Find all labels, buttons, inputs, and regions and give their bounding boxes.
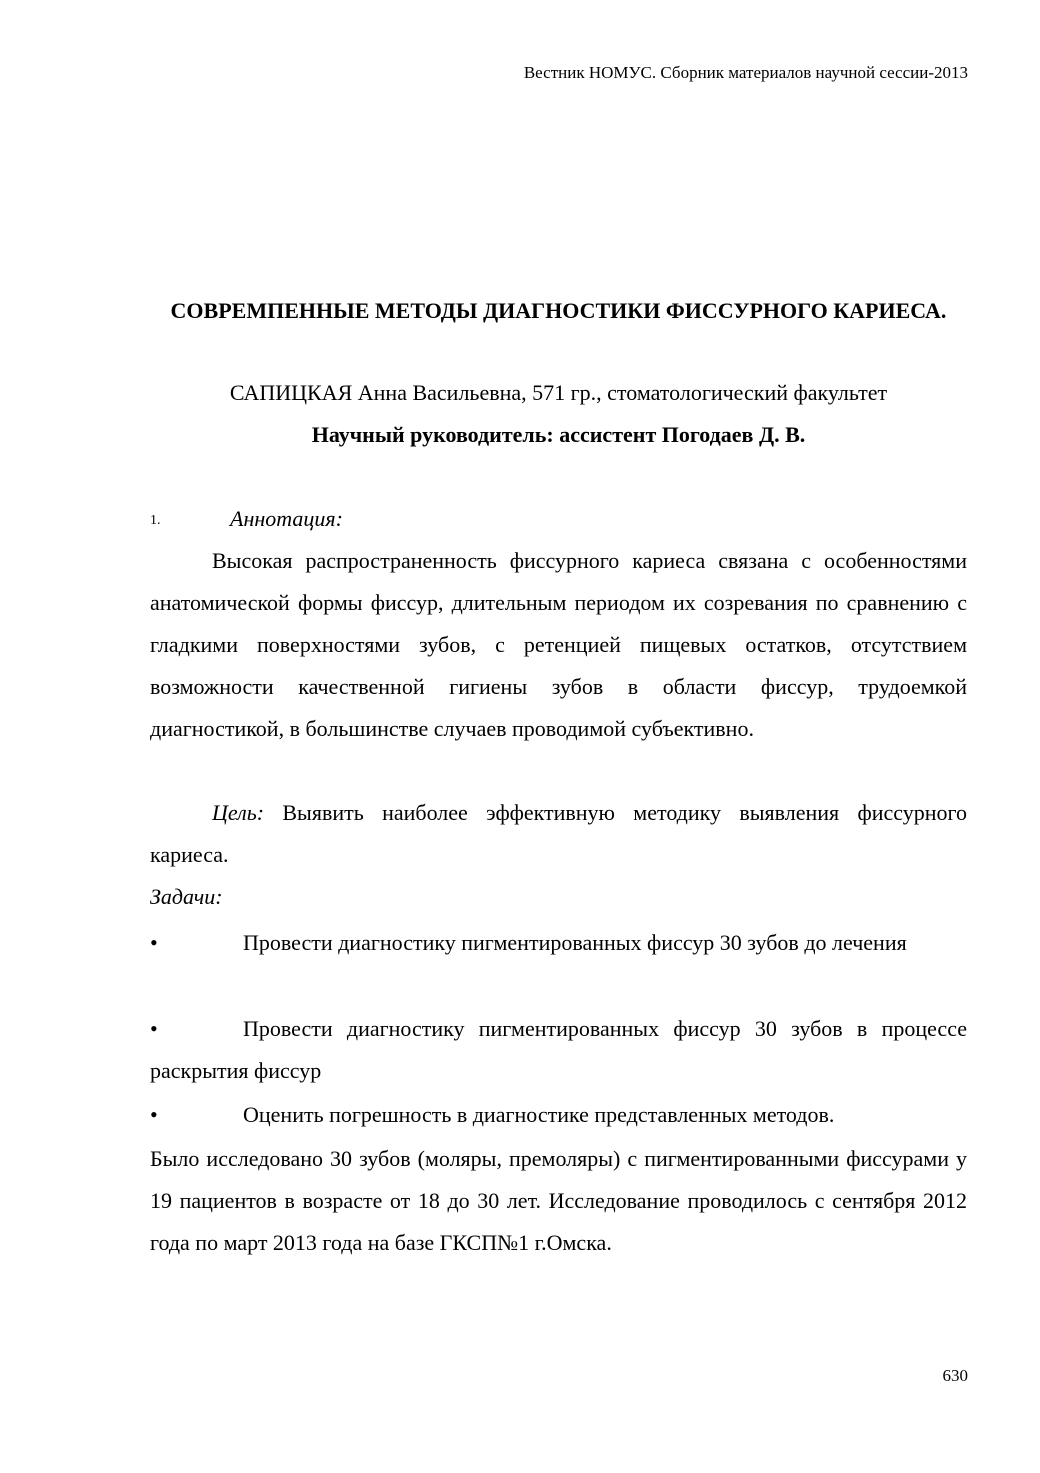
running-head: Вестник НОМУС. Сборник материалов научной сессии-2013 bbox=[523, 63, 968, 82]
study-paragraph: Было исследовано 30 зубов (моляры, премоляры) с пигментированными фиссурами у 19 пациентов в возрасте от 18 до 30 лет. Исследование проводилось с сентября 2012 года по март 2013 года на базе ГКСП№1 г.Омска. bbox=[150, 1146, 967, 1255]
task-list-item bbox=[150, 1008, 967, 1092]
section-heading bbox=[150, 498, 967, 540]
goal-text: Выявить наиболее эффективную методику выявления фиссурного кариеса. bbox=[150, 800, 967, 867]
task-list-item bbox=[150, 1094, 967, 1136]
bullet-icon: • bbox=[150, 930, 158, 955]
section-number: 1. bbox=[150, 513, 161, 528]
task-text: Провести диагностику пигментированных фиссур 30 зубов до лечения bbox=[243, 930, 907, 955]
article-title: СОВРЕМПЕННЫЕ МЕТОДЫ ДИАГНОСТИКИ ФИССУРНОГО КАРИЕСА. bbox=[170, 298, 947, 323]
section-title: Аннотация: bbox=[230, 506, 343, 531]
task-text: Оценить погрешность в диагностике представленных методов. bbox=[243, 1102, 835, 1127]
bullet-icon: • bbox=[150, 1102, 158, 1127]
goal-label: Цель: bbox=[212, 800, 265, 825]
task-text: Провести диагностику пигментированных фиссур 30 зубов в процессе раскрытия фиссур bbox=[150, 1016, 967, 1083]
task-list-item bbox=[150, 922, 967, 964]
page-number: 630 bbox=[942, 1366, 968, 1385]
intro-paragraph: Высокая распространенность фиссурного кариеса связана с особенностями анатомической формы фиссур, длительным периодом их созревания по сравнению с гладкими поверхностями зубов, с ретенцией пищевых остатков, отсутствием возможности качественной гигиены зубов в области фиссур, трудоемкой диагностикой, в большинстве случаев проводимой субъективно. bbox=[150, 548, 967, 741]
author-line: САПИЦКАЯ Анна Васильевна, 571 гр., стоматологический факультет bbox=[229, 380, 888, 405]
supervisor-line: Научный руководитель: ассистент Погодаев Д. В. bbox=[311, 422, 806, 447]
tasks-label: Задачи: bbox=[150, 884, 223, 909]
goal-paragraph bbox=[150, 792, 967, 876]
bullet-icon: • bbox=[150, 1016, 158, 1041]
